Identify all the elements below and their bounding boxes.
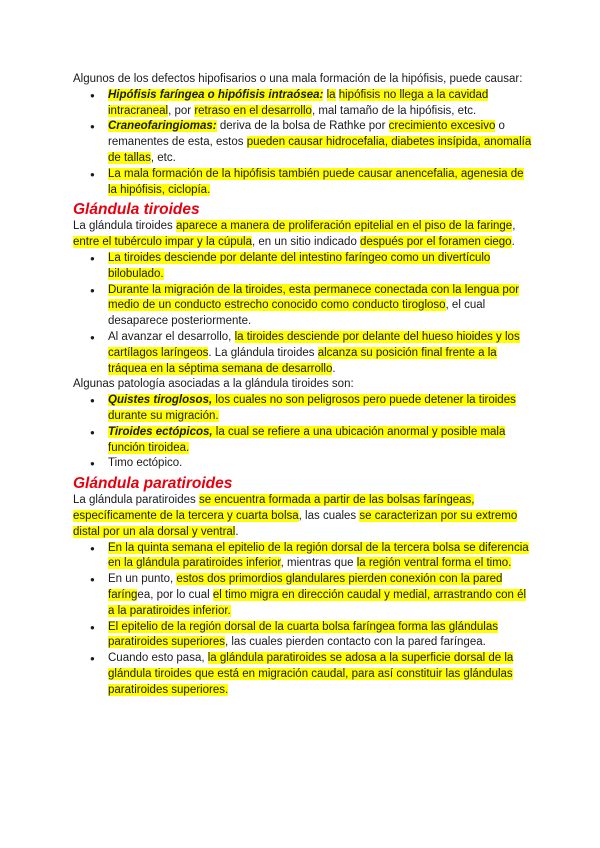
list-item xyxy=(108,88,533,120)
highlighted-text: Tiroides ectópicos, xyxy=(108,425,213,438)
tiroides-intro xyxy=(73,219,533,251)
highlighted-text: la región ventral forma el timo. xyxy=(356,557,512,570)
defects-list xyxy=(73,88,533,199)
highlighted-text: alcanza su posición final frente a la tráquea en la séptima semana de desarrollo xyxy=(108,346,497,375)
text-run: . xyxy=(332,362,336,375)
text-run: , las cuales xyxy=(298,509,360,522)
highlighted-text: retraso en el desarrollo xyxy=(194,104,312,117)
list-item xyxy=(108,330,533,377)
text-run: , las cuales pierden contacto con la pared faríngea. xyxy=(224,636,486,649)
highlighted-text: La tiroides desciende por delante del intestino faríngeo como un divertículo bilobulado. xyxy=(108,251,491,280)
highlighted-text: la xyxy=(326,88,336,101)
list-item xyxy=(108,456,533,472)
text-run: deriva de la bolsa de Rathke por xyxy=(216,120,389,133)
pathology-intro: Algunas patología asociadas a la glándula tiroides son: xyxy=(73,378,354,391)
text-run: La glándula tiroides xyxy=(73,220,176,233)
highlighted-text: Quistes tiroglosos, xyxy=(108,394,213,407)
text-run: , por xyxy=(168,104,195,117)
heading-paratiroides: Glándula paratiroides xyxy=(73,475,233,493)
text-run: , mientras que xyxy=(280,557,357,570)
list-item xyxy=(108,572,533,619)
heading-tiroides: Glándula tiroides xyxy=(73,201,200,219)
text-run: , xyxy=(512,220,516,233)
text-run: . La glándula tiroides xyxy=(208,346,318,359)
list-item xyxy=(108,119,533,166)
highlighted-text: En la quinta semana el epitelio de la región dorsal de la tercera bolsa se diferencia en la glándula paratiroides inferior xyxy=(108,541,529,570)
list-item xyxy=(108,651,533,698)
paratiroides-list xyxy=(73,541,533,699)
highlighted-text: el timo migra en dirección caudal y medial, arrastrando con él a la paratiroides inferior. xyxy=(108,588,527,617)
highlighted-text: pueden causar hidrocefalia, diabetes insípida, anomalía de tallas xyxy=(108,136,532,164)
document-content xyxy=(73,72,533,698)
highlighted-text: Durante la migración de la tiroides, esta permanece conectada con la lengua por medio de un conducto estrecho conocido como conducto tirogloso xyxy=(108,283,520,312)
pathology-list xyxy=(73,393,533,472)
highlighted-text: después por el foramen ciego xyxy=(360,236,512,249)
list-item xyxy=(108,425,533,457)
highlighted-text: Craneofaringiomas: xyxy=(108,120,217,133)
highlighted-text: El epitelio de la región dorsal de la cuarta bolsa faríngea forma las glándulas paratiroides superiores xyxy=(108,620,498,649)
list-item xyxy=(108,620,533,652)
list-item xyxy=(108,251,533,283)
text-run: , etc. xyxy=(150,151,176,164)
text-run: . xyxy=(235,525,239,538)
highlighted-text: entre el tubérculo impar y la cúpula xyxy=(73,236,252,249)
text-run: En un punto, xyxy=(108,573,177,586)
text-run: o remanentes de esta, estos xyxy=(108,120,505,149)
highlighted-text: aparece a manera de proliferación epitelial en el piso de la faringe xyxy=(175,220,513,233)
text-run: , en un sitio indicado xyxy=(252,236,361,249)
text-run: ea, por lo cual xyxy=(137,588,213,601)
highlighted-text: estos dos primordios glandulares pierden conexión con la pared faríng xyxy=(108,573,503,601)
list-item xyxy=(108,167,533,199)
intro-paragraph: Algunos de los defectos hipofisarios o una mala formación de la hipófisis, puede causar: xyxy=(73,73,523,85)
paratiroides-intro xyxy=(73,493,533,540)
list-item xyxy=(108,283,533,330)
highlighted-text: se encuentra formada a partir de las bolsas faríngeas, específicamente de la tercera y cuarta bolsa xyxy=(73,494,475,522)
text-run: Cuando esto pasa, xyxy=(108,652,208,665)
highlighted-text: Hipófisis faríngea o hipófisis intraósea: xyxy=(108,88,324,101)
highlighted-text: se caracterizan por su extremo distal por un ala dorsal y ventral xyxy=(73,509,518,538)
highlighted-text: hipófisis no llega a la cavidad intracraneal xyxy=(108,88,489,117)
text-run: Timo ectópico. xyxy=(108,457,183,470)
list-item xyxy=(108,393,533,425)
highlighted-text: crecimiento excesivo xyxy=(388,120,496,133)
tiroides-list xyxy=(73,251,533,377)
highlighted-text: la tiroides desciende por delante del hueso hioides y los cartílagos laríngeos xyxy=(108,330,520,359)
text-run: , el cual desaparece posteriormente. xyxy=(108,299,486,328)
highlighted-text: La mala formación de la hipófisis también puede causar anencefalia, agenesia de la hipófisis, ciclopía. xyxy=(108,167,524,196)
text-run: , mal tamaño de la hipófisis, etc. xyxy=(311,104,477,117)
highlighted-text: los cuales no son peligrosos pero puede detener la tiroides durante su migración. xyxy=(108,394,516,422)
text-run: La glándula paratiroides xyxy=(73,494,199,507)
text-run: Al avanzar el desarrollo, xyxy=(108,330,235,343)
highlighted-text: la cual se refiere a una ubicación anormal y posible mala función tiroidea. xyxy=(108,425,506,454)
text-run: . xyxy=(511,236,515,249)
list-item xyxy=(108,541,533,573)
highlighted-text: la glándula paratiroides se adosa a la superficie dorsal de la glándula tiroides que está en migración caudal, para así constituir las glándulas paratiroides superiores. xyxy=(108,652,514,696)
